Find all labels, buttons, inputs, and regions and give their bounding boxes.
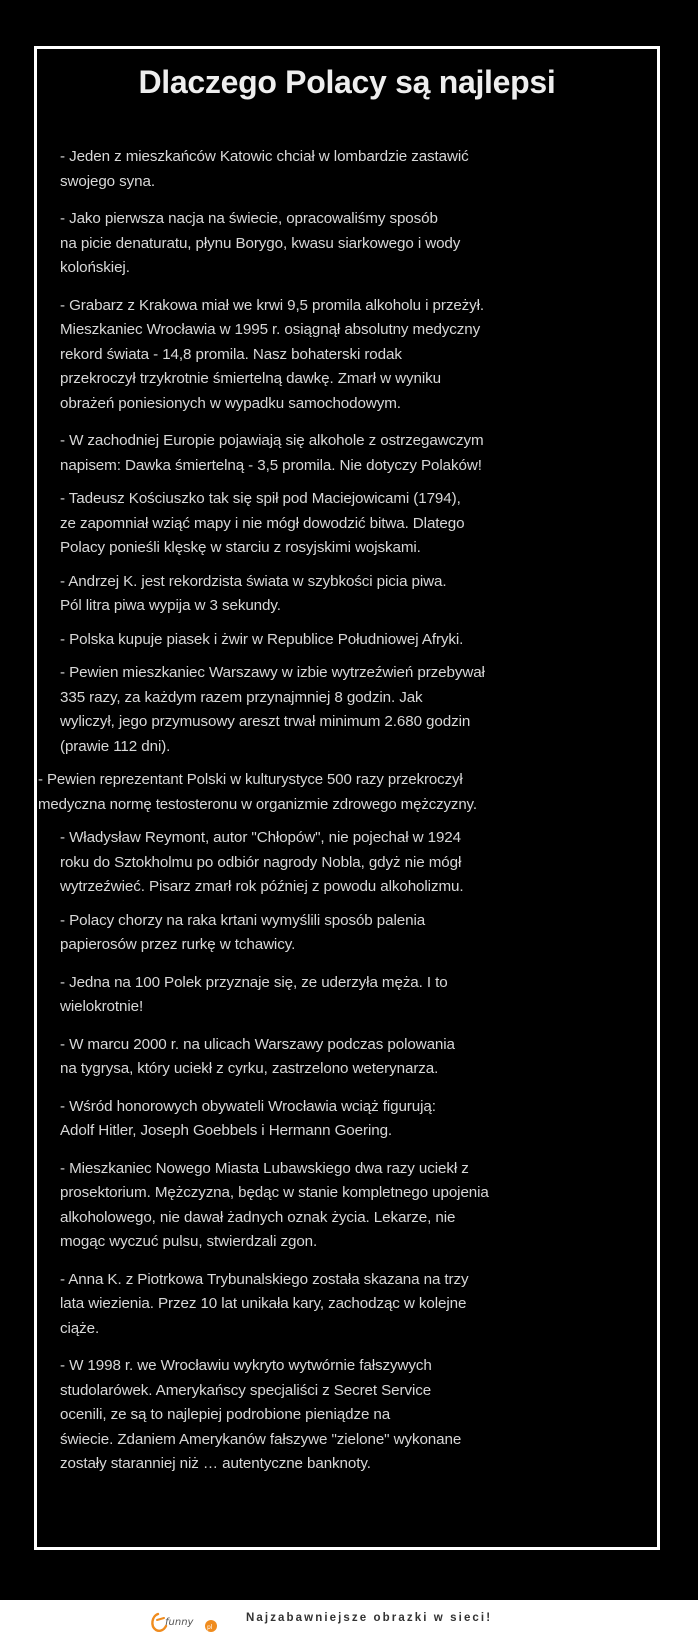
logo-accent: pl	[207, 1624, 213, 1631]
facts-list	[40, 145, 654, 1490]
fact-item: - Pewien mieszkaniec Warszawy w izbie wytrzeźwień przebywał 335 razy, za każdym razem przynajmniej 8 godzin. Jak wyliczył, jego przymusowy areszt trwał minimum 2.680 godzin (prawie 112 dni).	[60, 664, 485, 755]
fact-item: - W zachodniej Europie pojawiają się alkohole z ostrzegawczym napisem: Dawka śmiertelną - 3,5 promila. Nie dotyczy Polaków!	[60, 432, 484, 474]
fact-item: - Tadeusz Kościuszko tak się spił pod Maciejowicami (1794), ze zapomniał wziąć mapy i nie mógł dowodzić bitwa. Dlatego Polacy ponieśli klęskę w starciu z rosyjskimi wojskami.	[60, 490, 465, 556]
logo-wordmark: funny	[165, 1617, 194, 1628]
fact-item: - Jedna na 100 Polek przyznaje się, ze uderzyła męża. I to wielokrotnie!	[60, 973, 448, 1015]
fact-item: - Pewien reprezentant Polski w kulturystyce 500 razy przekroczył medyczna normę testosteronu w organizmie zdrowego mężczyzny.	[38, 771, 477, 813]
poster-title: Dlaczego Polacy są najlepsi	[138, 64, 556, 100]
fact-item: - Polska kupuje piasek i żwir w Republice Południowej Afryki.	[60, 630, 464, 648]
fact-item: - Polacy chorzy na raka krtani wymyślili sposób palenia papierosów przez rurkę w tchawicy.	[60, 911, 426, 953]
fact-item: - Wśród honorowych obywateli Wrocławia wciąż figurują: Adolf Hitler, Joseph Goebbels i Hermann Goering.	[60, 1097, 436, 1139]
fact-item: - Grabarz z Krakowa miał we krwi 9,5 promila alkoholu i przeżył. Mieszkaniec Wrocławia w 1995 r. osiągnął absolutny medyczny rekord świata - 14,8 promila. Nasz bohaterski rodak przekroczył trzykrotnie śmiertelną dawkę. Zmarł w wyniku obrażeń poniesionych w wypadku samochodowym.	[60, 296, 485, 412]
fact-item: - Jako pierwsza nacja na świecie, opracowaliśmy sposób na picie denaturatu, płynu Borygo, kwasu siarkowego i wody kolońskiej.	[60, 210, 461, 276]
fact-item: - Władysław Reymont, autor "Chłopów", nie pojechał w 1924 roku do Sztokholmu po odbiór nagrody Nobla, gdyż nie mógł wytrzeźwieć. Pisarz zmarł rok później z powodu alkoholizmu.	[60, 829, 464, 895]
footer-bar	[0, 1600, 698, 1641]
footer-tagline: Najzabawniejsze obrazki w sieci!	[246, 1612, 493, 1624]
fact-item: - W marcu 2000 r. na ulicach Warszawy podczas polowania na tygrysa, który uciekł z cyrku, zastrzelono weterynarza.	[60, 1035, 455, 1077]
fact-item: - Anna K. z Piotrkowa Trybunalskiego została skazana na trzy lata wiezienia. Przez 10 lat unikała kary, zachodząc w kolejne ciąże.	[60, 1270, 469, 1337]
poster-frame	[34, 46, 660, 1550]
poster-content	[40, 49, 654, 1547]
fact-item: - Andrzej K. jest rekordzista świata w szybkości picia piwa. Pól litra piwa wypija w 3 sekundy.	[60, 572, 447, 614]
fact-item: - Mieszkaniec Nowego Miasta Lubawskiego dwa razy uciekł z prosektorium. Mężczyzna, będąc w stanie kompletnego upojenia alkoholowego, nie dawał żadnych oznak życia. Lekarze, nie mogąc wyczuć pulsu, stwierdzali zgon.	[60, 1159, 489, 1250]
fact-item: - Jeden z mieszkańców Katowic chciał w lombardzie zastawić swojego syna.	[60, 148, 469, 190]
funny-logo-icon[interactable]	[148, 1606, 222, 1636]
fact-item: - W 1998 r. we Wrocławiu wykryto wytwórnie fałszywych studolarówek. Amerykańscy specjaliści z Secret Service ocenili, ze są to najlepiej podrobione pieniądze na świecie. Zdaniem Amerykanów fałszywe "zielone" wykonane zostały staranniej niż … autentyczne banknoty.	[60, 1357, 462, 1472]
